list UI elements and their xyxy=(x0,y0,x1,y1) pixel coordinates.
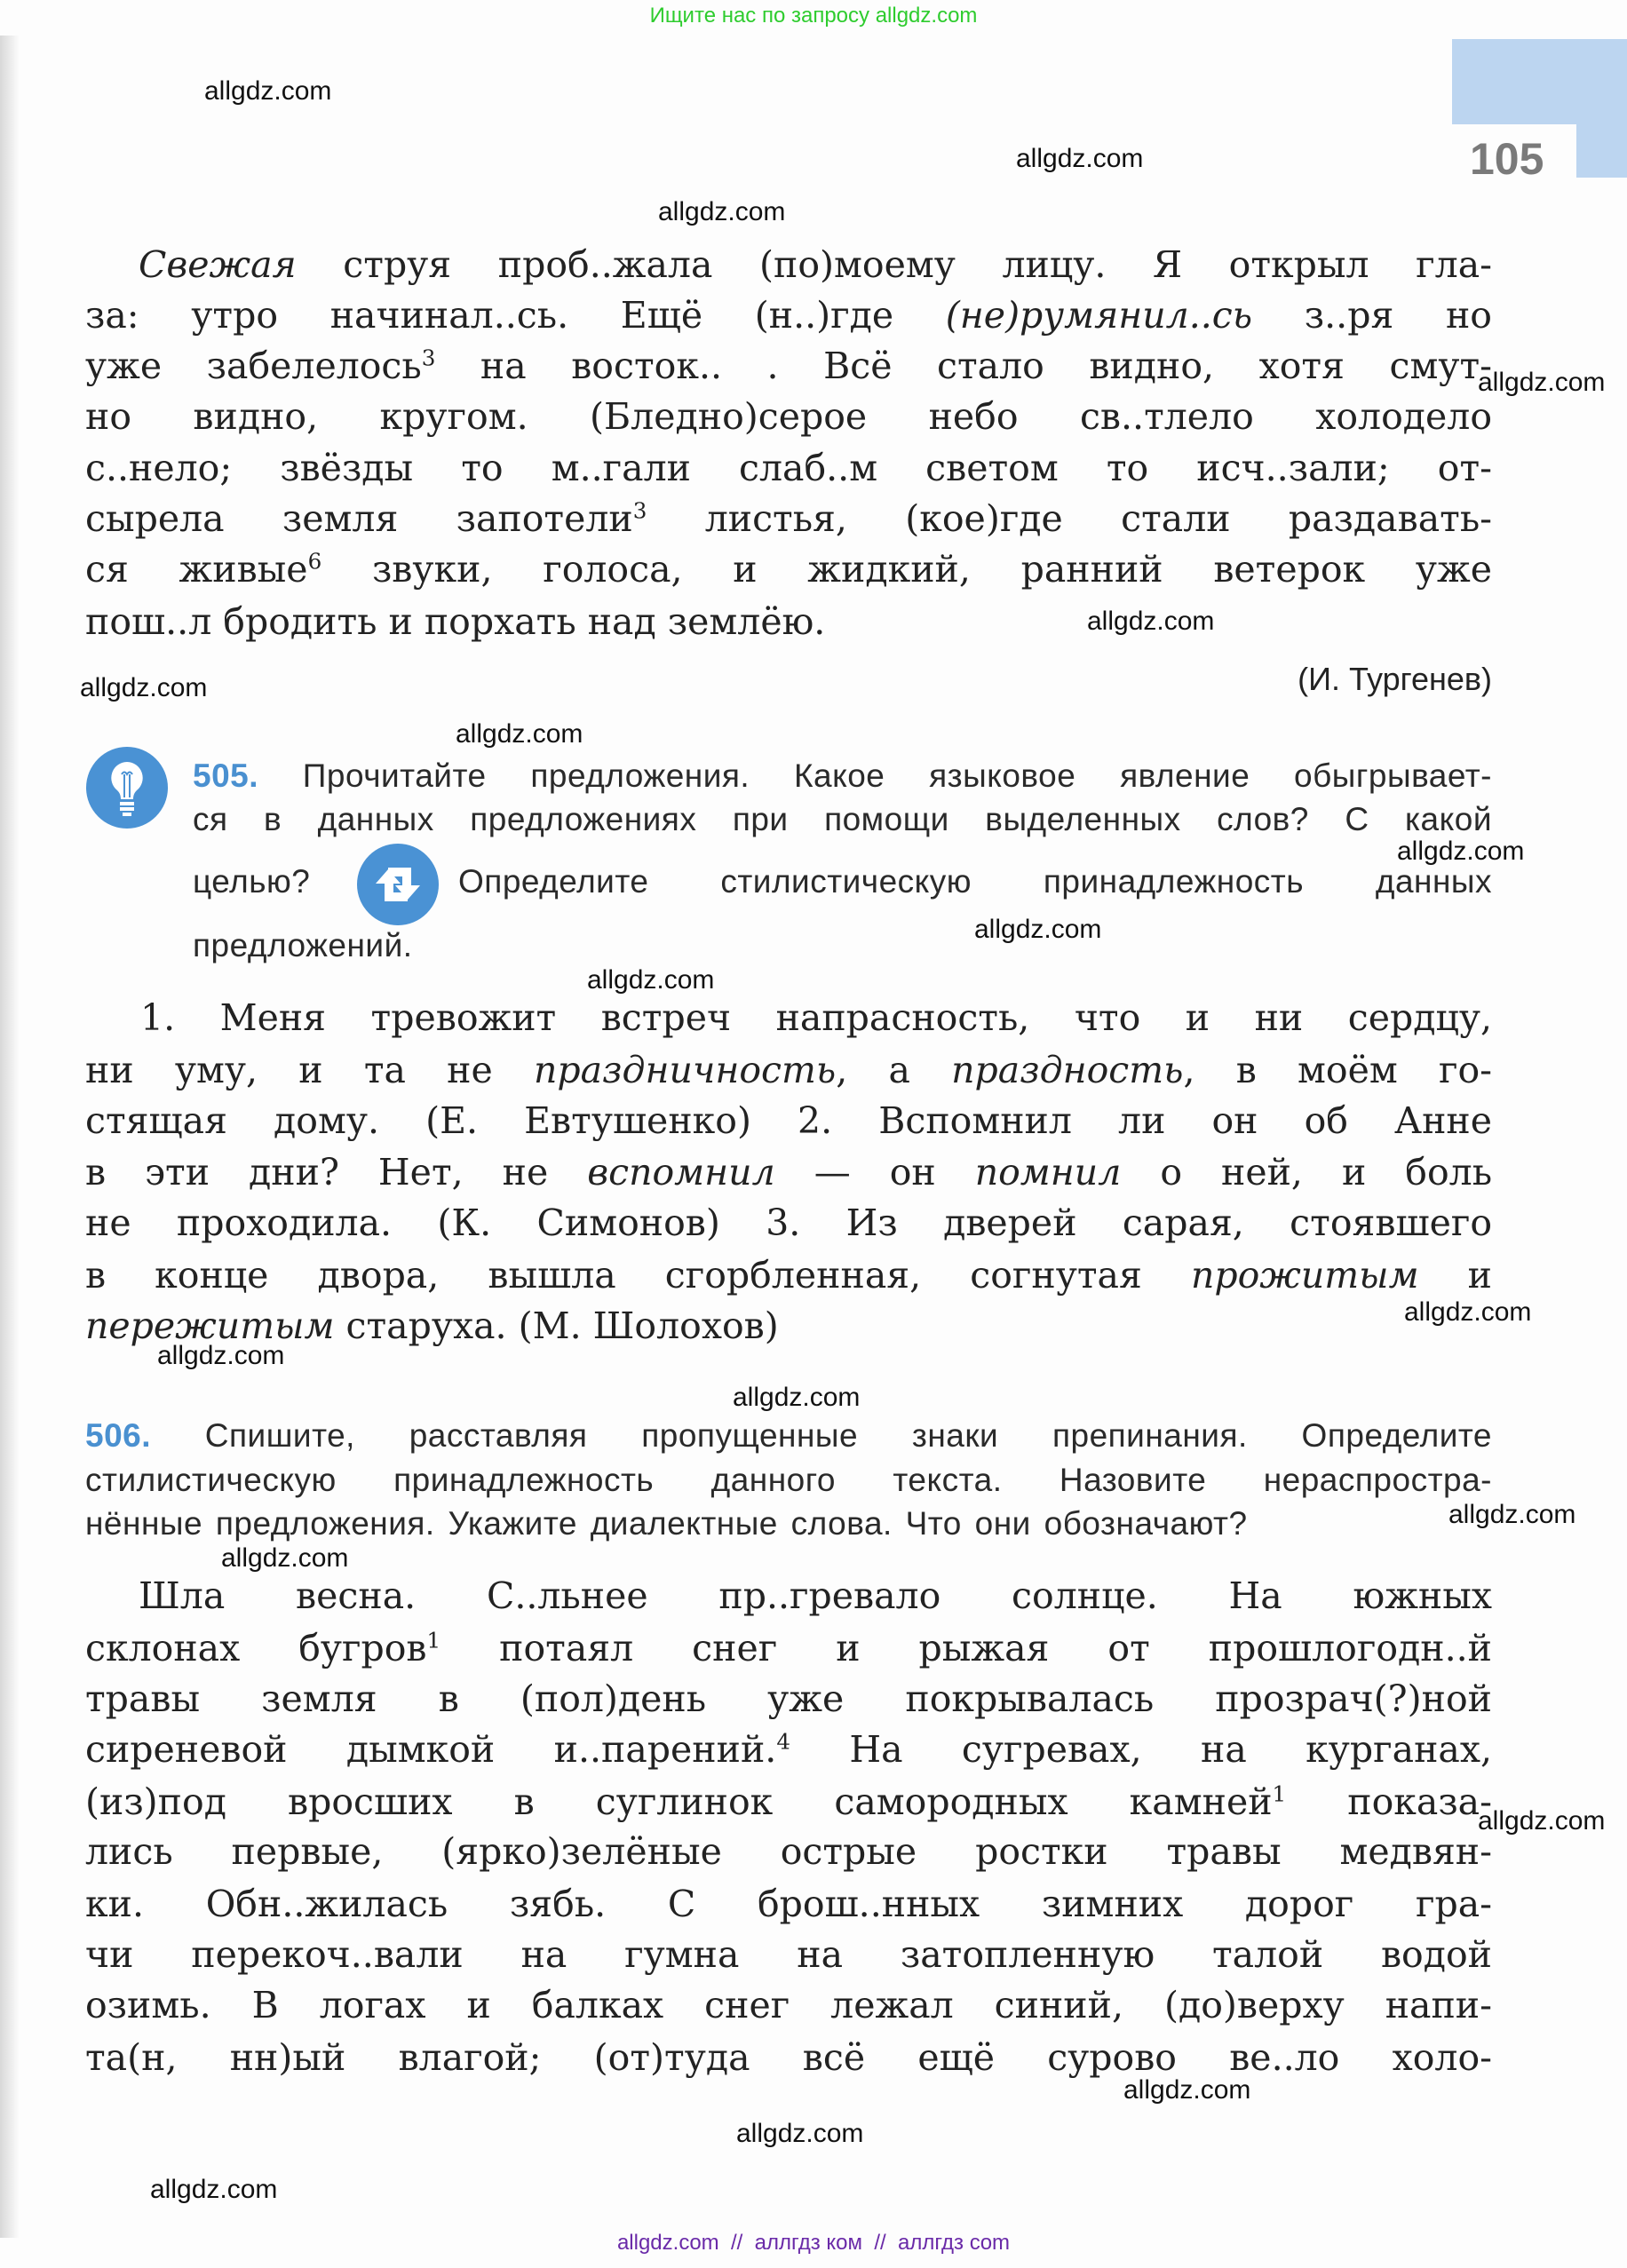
text-segment: струя проб..жала (по)моему лицу. Я открыл гла- xyxy=(296,243,1492,286)
bottom-banner[interactable]: allgdz.com // аллгдз ком // аллгдз com xyxy=(616,2231,1011,2255)
italic-word: Свежая xyxy=(139,243,297,286)
italic-word: пережитым xyxy=(85,1304,335,1347)
text-segment: с..нело; звёзды то м..гали слаб..м светом то исч..зали; от- xyxy=(85,447,1492,489)
text-segment: не проходила. (К. Симонов) 3. Из дверей сарая, стоявшего xyxy=(85,1201,1492,1244)
text-line xyxy=(85,1828,1492,1875)
italic-word: праздничность xyxy=(534,1049,837,1091)
watermark: allgdz.com xyxy=(1478,1806,1606,1836)
text-segment: сырела земля запотели xyxy=(85,497,633,540)
text-line xyxy=(85,598,1492,646)
italic-word: вспомнил xyxy=(587,1151,775,1193)
text-segment: та(н, нн)ый влагой; (от)туда всё ещё сурово ве..ло холо- xyxy=(85,2036,1492,2079)
text-segment: на восток.. . Всё стало видно, хотя смут- xyxy=(435,345,1492,387)
watermark: allgdz.com xyxy=(80,673,208,702)
text-line xyxy=(85,2034,1492,2082)
text-segment: пош..л бродить и порхать над землёю. xyxy=(85,600,826,643)
text-line xyxy=(85,1097,1492,1145)
watermark: allgdz.com xyxy=(204,76,332,106)
ex505-line-3a: целью? xyxy=(193,863,311,900)
ex506-line-1: 506. Спишите, расставляя пропущенные знаки препинания. Определите xyxy=(85,1417,1493,1454)
text-segment: склонах бугров xyxy=(85,1627,427,1669)
exercise-number-506: 506. xyxy=(85,1417,152,1454)
text-line xyxy=(85,1624,1492,1672)
text-line xyxy=(85,1725,1492,1773)
watermark: allgdz.com xyxy=(157,1341,285,1370)
text-segment: и xyxy=(1418,1254,1493,1297)
text-line xyxy=(85,1046,1492,1094)
text-segment: чи перекоч..вали на гумна на затопленную талой водой xyxy=(85,1933,1492,1976)
watermark: allgdz.com xyxy=(1404,1297,1532,1327)
text-segment: показа- xyxy=(1286,1780,1492,1823)
text-segment: о ней, и боль xyxy=(1121,1151,1493,1193)
ex506-line-2: стилистическую принадлежность данного текста. Назовите нераспростра- xyxy=(85,1462,1492,1498)
ex506-line-3: нённые предложения. Укажите диалектные слова. Что они обозначают? xyxy=(85,1505,1248,1542)
ex505-line-2: ся в данных предложениях при помощи выделенных слов? С какой xyxy=(193,801,1492,837)
watermark: allgdz.com xyxy=(587,965,715,995)
page-number: 105 xyxy=(1470,134,1544,184)
text-segment: в эти дни? Нет, не xyxy=(85,1151,588,1193)
text-segment: (из)под вросших в суглинок самородных камней xyxy=(85,1780,1273,1823)
text-line xyxy=(85,1148,1492,1196)
text-segment: На сугревах, на курганах, xyxy=(790,1728,1493,1771)
watermark: allgdz.com xyxy=(221,1543,349,1573)
text-segment: ся живые xyxy=(85,548,308,591)
text-line xyxy=(85,495,1492,543)
footnote-mark: 6 xyxy=(307,548,322,575)
footnote-mark: 3 xyxy=(421,345,436,371)
top-banner[interactable]: Ищите нас по запросу allgdz.com xyxy=(649,4,978,28)
text-segment: Шла весна. С..льнее пр..гревало солнце. На южных xyxy=(139,1574,1492,1617)
watermark: allgdz.com xyxy=(1397,837,1525,866)
text-segment: сиреневой дымкой и..парений. xyxy=(85,1728,777,1771)
text-segment: потаял снег и рыжая от прошлогодн..й xyxy=(440,1627,1492,1669)
exercise-number-505: 505. xyxy=(193,757,259,794)
text-segment: ки. Обн..жилась зябь. С брош..нных зимних дорог гра- xyxy=(85,1883,1492,1925)
text-line xyxy=(85,291,1492,339)
watermark: allgdz.com xyxy=(1478,368,1606,397)
watermark: allgdz.com xyxy=(456,719,583,749)
italic-word: (не)румянил..сь xyxy=(945,294,1253,337)
lightbulb-icon xyxy=(86,747,168,829)
italic-word: прожитым xyxy=(1190,1254,1419,1297)
text-line xyxy=(85,393,1492,440)
text-segment: старуха. (М. Шолохов) xyxy=(334,1304,779,1347)
text-segment: листья, (кое)где стали раздавать- xyxy=(647,497,1492,540)
text-line xyxy=(85,342,1492,390)
text-line xyxy=(139,1572,1492,1620)
author-turgenev: (И. Тургенев) xyxy=(1298,661,1492,697)
ex505-line-3b: Определите стилистическую принадлежность данных xyxy=(458,863,1492,900)
italic-word: праздность xyxy=(951,1049,1184,1091)
watermark: allgdz.com xyxy=(658,197,786,226)
ex505-line-4: предложений. xyxy=(193,927,413,964)
text-line xyxy=(139,241,1492,289)
text-line xyxy=(85,1251,1492,1299)
watermark: allgdz.com xyxy=(1087,607,1215,636)
text-line xyxy=(85,1880,1492,1928)
ex505-line-1: 505. Прочитайте предложения. Какое языковое явление обыгрывает- xyxy=(193,757,1493,794)
watermark: allgdz.com xyxy=(736,2119,864,2148)
text-line xyxy=(85,1981,1492,2029)
text-line xyxy=(140,994,1492,1042)
text-segment: звуки, голоса, и жидкий, ранний ветерок уже xyxy=(321,548,1492,591)
footnote-mark: 1 xyxy=(426,1627,441,1653)
text-segment: за: утро начинал..сь. Ещё (н..)где xyxy=(85,294,946,337)
text-line xyxy=(85,1675,1492,1723)
watermark: allgdz.com xyxy=(150,2175,278,2204)
text-segment: , в моём го- xyxy=(1183,1049,1492,1091)
text-segment: но видно, кругом. (Бледно)серое небо св..тлело холодело xyxy=(85,395,1492,438)
text-segment: в конце двора, вышла сгорбленная, согнутая xyxy=(85,1254,1191,1297)
text-segment: — он xyxy=(774,1151,975,1193)
text-segment: травы земля в (пол)день уже покрывалась прозрач(?)ной xyxy=(85,1677,1492,1720)
watermark: allgdz.com xyxy=(1123,2075,1251,2105)
text-segment: з..ря но xyxy=(1252,294,1492,337)
page-edge-shadow xyxy=(0,36,20,2238)
footnote-mark: 1 xyxy=(1272,1780,1287,1807)
text-line xyxy=(85,1778,1492,1826)
text-line xyxy=(85,444,1492,492)
text-segment: стящая дому. (Е. Евтушенко) 2. Вспомнил ли он об Анне xyxy=(85,1099,1492,1142)
watermark: allgdz.com xyxy=(1448,1500,1576,1529)
refresh-icon xyxy=(357,844,439,925)
text-segment: 1. Меня тревожит встреч напрасность, что и ни сердцу, xyxy=(140,996,1492,1039)
text-segment: , а xyxy=(836,1049,952,1091)
text-line xyxy=(85,1931,1492,1979)
text-segment: ни уму, и та не xyxy=(85,1049,534,1091)
text-line xyxy=(85,1199,1492,1247)
italic-word: помнил xyxy=(974,1151,1122,1193)
footnote-mark: 3 xyxy=(632,497,647,524)
text-line xyxy=(85,545,1492,593)
watermark: allgdz.com xyxy=(1016,144,1144,173)
text-segment: озимь. В логах и балках снег лежал синий, (до)верху напи- xyxy=(85,1984,1492,2026)
watermark: allgdz.com xyxy=(974,915,1102,944)
text-segment: лись первые, (ярко)зелёные острые ростки травы медвян- xyxy=(85,1830,1492,1873)
text-segment: уже забелелось xyxy=(85,345,422,387)
text-line xyxy=(85,1302,1492,1350)
footnote-mark: 4 xyxy=(776,1728,790,1755)
watermark: allgdz.com xyxy=(733,1383,861,1412)
